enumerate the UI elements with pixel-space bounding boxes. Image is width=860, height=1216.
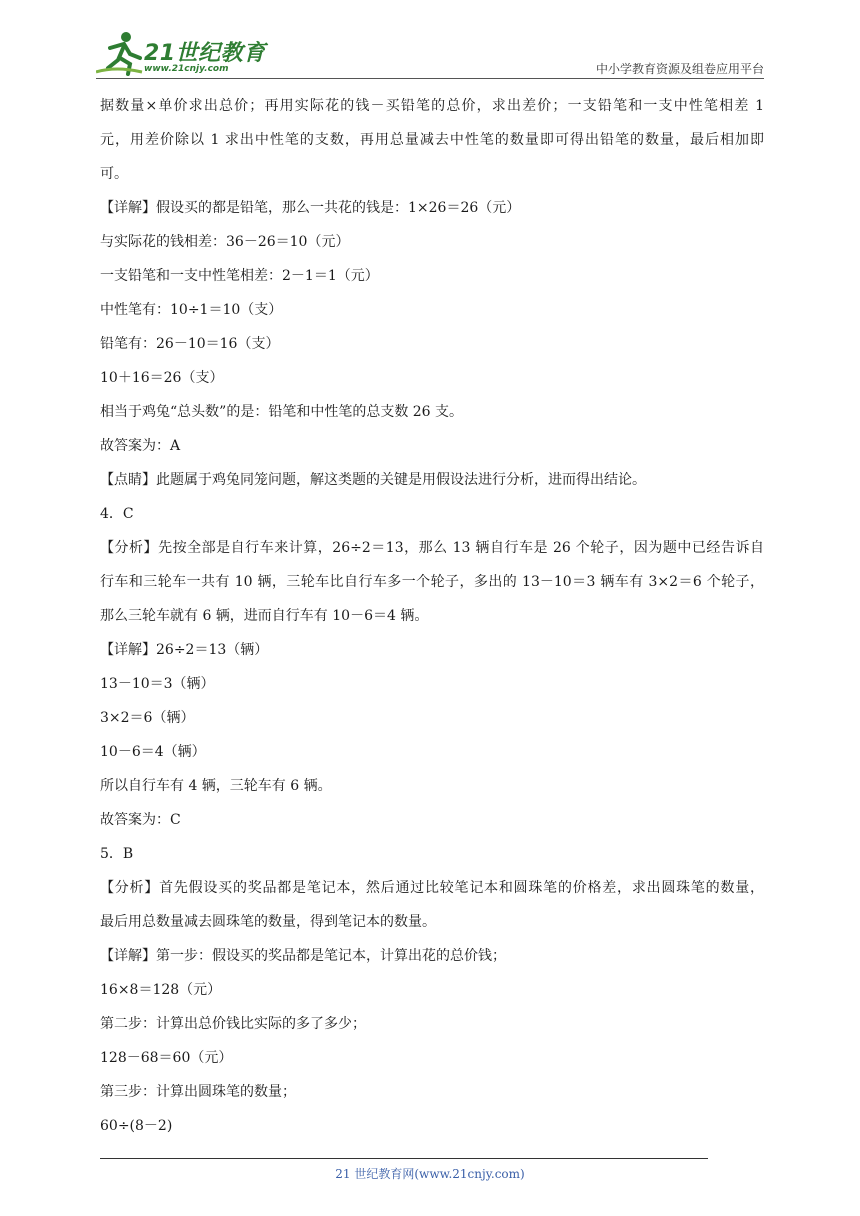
question-number: 5．B — [100, 846, 134, 862]
text-line: 【详解】第一步：假设买的奖品都是笔记本，计算出花的总价钱； — [100, 948, 506, 964]
header-divider — [96, 78, 764, 79]
text-line: 第二步：计算出总价钱比实际的多了多少； — [100, 1016, 366, 1032]
text-line: 所以自行车有 4 辆，三轮车有 6 辆。 — [100, 778, 332, 794]
logo-title: 21世纪教育 — [144, 41, 266, 66]
text-line: 60÷(8－2) — [100, 1118, 173, 1134]
text-line: 10＋16＝26（支） — [100, 370, 224, 386]
footer-divider — [100, 1158, 708, 1159]
text-line: 据数量×单价求出总价；再用实际花的钱－买铅笔的总价，求出差价；一支铅笔和一支中性笔相差 1 — [100, 98, 764, 114]
text-line: 3×2＝6（辆） — [100, 710, 195, 726]
text-line: 13－10＝3（辆） — [100, 676, 215, 692]
text-line: 行车和三轮车一共有 10 辆，三轮车比自行车多一个轮子，多出的 13－10＝3 辆车有 3×2＝6 个轮子， — [100, 574, 764, 590]
text-line: 与实际花的钱相差：36－26＝10（元） — [100, 234, 350, 250]
text-line: 最后用总数量减去圆珠笔的数量，得到笔记本的数量。 — [100, 914, 436, 930]
text-line: 【详解】假设买的都是铅笔，那么一共花的钱是：1×26＝26（元） — [100, 200, 521, 216]
runner-logo-icon — [96, 28, 144, 76]
text-line: 中性笔有：10÷1＝10（支） — [100, 302, 283, 318]
text-line: 那么三轮车就有 6 辆，进而自行车有 10－6＝4 辆。 — [100, 608, 429, 624]
text-line: 【分析】先按全部是自行车来计算，26÷2＝13，那么 13 辆自行车是 26 个轮子，因为题中已经告诉自 — [100, 540, 764, 556]
text-line: 铅笔有：26－10＝16（支） — [100, 336, 280, 352]
text-line: 16×8＝128（元） — [100, 982, 222, 998]
text-line: 一支铅笔和一支中性笔相差：2－1＝1（元） — [100, 268, 379, 284]
page-footer: 21 世纪教育网(www.21cnjy.com) — [335, 1167, 525, 1181]
page-header — [96, 28, 764, 80]
text-line: 元，用差价除以 1 求出中性笔的支数，再用总量减去中性笔的数量即可得出铅笔的数量，最后相加即 — [100, 132, 764, 148]
question-number: 4．C — [100, 506, 134, 522]
text-line: 【分析】首先假设买的奖品都是笔记本，然后通过比较笔记本和圆珠笔的价格差，求出圆珠笔的数量， — [100, 880, 764, 896]
text-line: 第三步：计算出圆珠笔的数量； — [100, 1084, 296, 1100]
logo-url: www.21cnjy.com — [144, 64, 229, 74]
text-line: 128－68＝60（元） — [100, 1050, 233, 1066]
text-line: 故答案为：A — [100, 438, 181, 454]
text-line: 【点睛】此题属于鸡兔同笼问题，解这类题的关键是用假设法进行分析，进而得出结论。 — [100, 472, 646, 488]
platform-title: 中小学教育资源及组卷应用平台 — [595, 62, 764, 76]
text-line: 相当于鸡兔“总头数”的是：铅笔和中性笔的总支数 26 支。 — [100, 404, 464, 420]
text-line: 可。 — [100, 166, 128, 182]
text-line: 【详解】26÷2＝13（辆） — [100, 642, 269, 658]
site-logo — [96, 28, 266, 78]
text-line: 故答案为：C — [100, 812, 181, 828]
text-line: 10－6＝4（辆） — [100, 744, 206, 760]
